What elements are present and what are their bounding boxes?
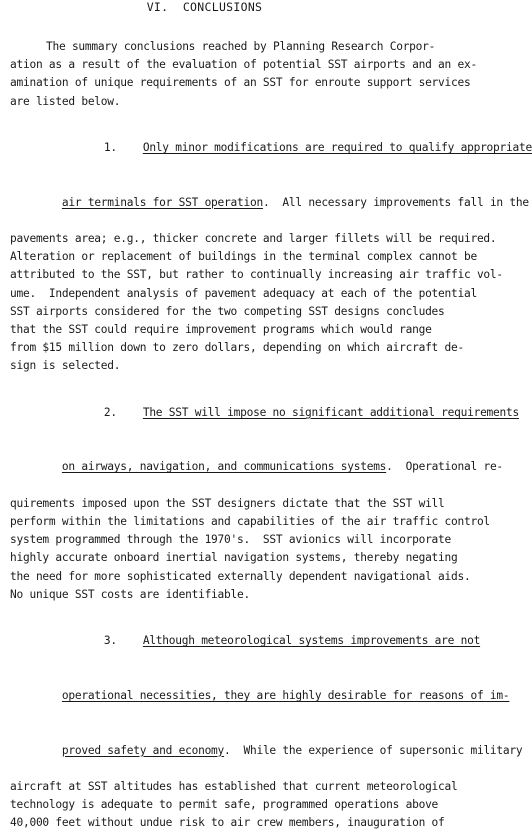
conclusion-item-3: 3. Although meteorological systems improvements are not operational necessities, they are highly desirable for reasons of im- proved safety and economy. While the experience of supersonic military aircraft at SST altitudes has established that current meteorological technology is adequate to permit safe, programmed operations above 40,000 feet without undue risk to air crew members, inauguration of [10,614,405,832]
section-heading: VI. CONCLUSIONS [146,0,263,14]
item-body-line: 40,000 feet without undue risk to air crew members, inauguration of [10,816,445,830]
item-heading: Only minor modifications are required to qualify appropriate [142,141,532,155]
item-body-line: highly accurate onboard inertial navigation systems, thereby negating [10,551,458,565]
item-number: 2. [103,405,117,419]
item-heading: The SST will impose no significant additional requirements [142,405,519,419]
item-heading: operational necessities, they are highly desirable for reasons of im- [61,688,510,702]
item-body-line: sign is selected. [10,359,121,373]
item-body-line: Alteration or replacement of buildings in the terminal complex cannot be [10,250,477,264]
item-body-line: from $15 million down to zero dollars, depending on which aircraft de- [10,341,464,355]
item-heading: proved safety and economy [61,743,225,757]
conclusion-item-1: 1. Only minor modifications are required to qualify appropriate air terminals for SST operation. All necessary improvements fall in the pavements area; e.g., thicker concrete and larger fillets will be required. Alteration or replacement of buildings in the terminal complex cannot be attributed to the SST, but rather to continually increasing air traffic vol- ume. Independent analysis of pavement adequacy at each of the potential SST airports considered for the two competing SST designs concludes that the SST could require improvement programs which would range from $15 million down to zero dollars, depending on which aircraft de- sign is selected. [10,121,405,376]
item-body-line: aircraft at SST altitudes has established that current meteorological [10,779,458,793]
item-heading: on airways, navigation, and communications systems [61,460,387,474]
item-body-line: SST airports considered for the two competing SST designs concludes [10,304,445,318]
item-body-line: pavements area; e.g., thicker concrete and larger fillets will be required. [10,232,497,246]
item-body-line: quirements imposed upon the SST designers dictate that the SST will [10,496,445,510]
conclusion-item-2: 2. The SST will impose no significant additional requirements on airways, navigation, and communications systems. Operational re- quirements imposed upon the SST designers dictate that the SST will perform within the limitations and capabilities of the air traffic control system programmed through the 1970's. SST avionics will incorporate highly accurate onboard inertial navigation systems, thereby negating the need for more sophisticated externally dependent navigational aids. No unique SST costs are identifiable. [10,386,405,604]
item-number: 1. [103,141,117,155]
item-body-line: that the SST could require improvement programs which would range [10,323,432,337]
intro-line: ation as a result of the evaluation of potential SST airports and an ex- [10,58,477,72]
intro-line: The summary conclusions reached by Planning Research Corpor- [46,40,436,53]
item-heading: air terminals for SST operation [61,195,263,209]
item-body-line: perform within the limitations and capabilities of the air traffic control [10,515,490,529]
intro-line: are listed below. [10,94,121,108]
item-body-line: the need for more sophisticated externally dependent navigational aids. [10,569,471,583]
conclusions-body [10,38,532,833]
item-body-line: No unique SST costs are identifiable. [10,587,250,601]
item-heading: Although meteorological systems improvements are not [142,634,481,648]
intro-line: amination of unique requirements of an SST for enroute support services [10,76,471,90]
intro-paragraph [10,38,477,111]
item-body-line: ume. Independent analysis of pavement adequacy at each of the potential [10,286,477,300]
item-body-line: attributed to the SST, but rather to continually increasing air traffic vol- [10,268,503,282]
item-body-line: technology is adequate to permit safe, programmed operations above [10,798,439,812]
item-body-line: system programmed through the 1970's. SST avionics will incorporate [10,533,452,547]
item-number: 3. [103,634,117,648]
